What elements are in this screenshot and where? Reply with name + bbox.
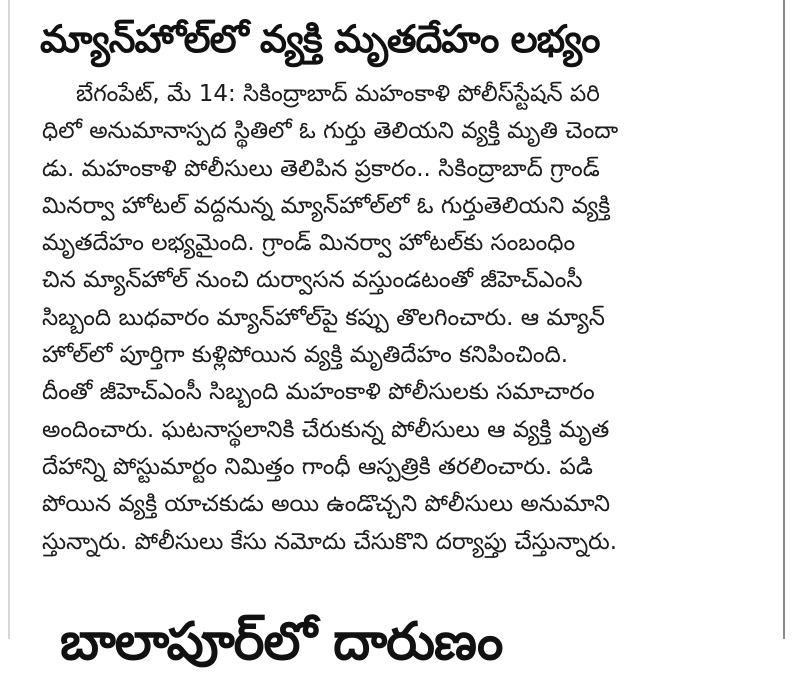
article-line: చిన మ్యాన్‌హోల్ నుంచి దుర్వాసన వస్తుండటంతో జీహెచ్‌ఎంసీ <box>42 267 583 294</box>
left-column-rule <box>8 0 10 639</box>
article-line: పోయిన వ్యక్తి యాచకుడు అయి ఉండొచ్చని పోలీసులు అనుమాని <box>42 491 611 518</box>
article-line: మినర్వా హోటల్ వద్దనున్న మ్యాన్‌హోల్‌లో ఓ గుర్తుతెలియని వ్యక్తి <box>42 192 611 219</box>
article-line: బేగంపేట్, మే 14: సికింద్రాబాద్ మహంకాళి పోలీస్‌స్టేషన్ పరి <box>76 81 600 107</box>
article-line: స్తున్నారు. పోలీసులు కేసు నమోదు చేసుకొని దర్యాప్తు చేస్తున్నారు. <box>42 528 617 555</box>
article-line: మృతదేహం లభ్యమైంది. గ్రాండ్ మినర్వా హోటల్‌కు సంబంధిం <box>42 230 576 257</box>
article-line: దీంతో జీహెచ్‌ఎంసీ సిబ్బంది మహంకాళి పోలీసులకు సమాచారం <box>42 379 595 406</box>
article-line: డు. మహంకాళి పోలీసులు తెలిపిన ప్రకారం.. సికింద్రాబాద్ గ్రాండ్ <box>42 155 600 182</box>
next-article-headline <box>60 610 760 672</box>
article-line: హోల్‌లో పూర్తిగా కుళ్లిపోయిన వ్యక్తి మృతిదేహం కనిపించింది. <box>42 342 569 369</box>
right-column-rule <box>783 0 785 639</box>
article-line: ధిలో అనుమానాస్పద స్థితిలో ఓ గుర్తు తెలియని వ్యక్తి మృతి చెందా <box>42 118 619 145</box>
article-headline: మ్యాన్‌హోల్‌లో వ్యక్తి మృతదేహం లభ్యం <box>40 17 600 61</box>
article-body <box>42 76 742 561</box>
next-article-headline-text: బాలాపూర్‌లో దారుణం <box>60 612 503 672</box>
article-line: దేహాన్ని పోస్టుమార్టం నిమిత్తం గాంధీ ఆస్పత్రికి తరలించారు. పడి <box>42 453 593 480</box>
article-line: అందించారు. ఘటనాస్థలానికి చేరుకున్న పోలీసులు ఆ వ్యక్తి మృత <box>42 416 610 443</box>
article-line: సిబ్బంది బుధవారం మ్యాన్‌హోల్‌పై కప్పు తొలగించారు. ఆ మ్యాన్ <box>42 304 605 331</box>
